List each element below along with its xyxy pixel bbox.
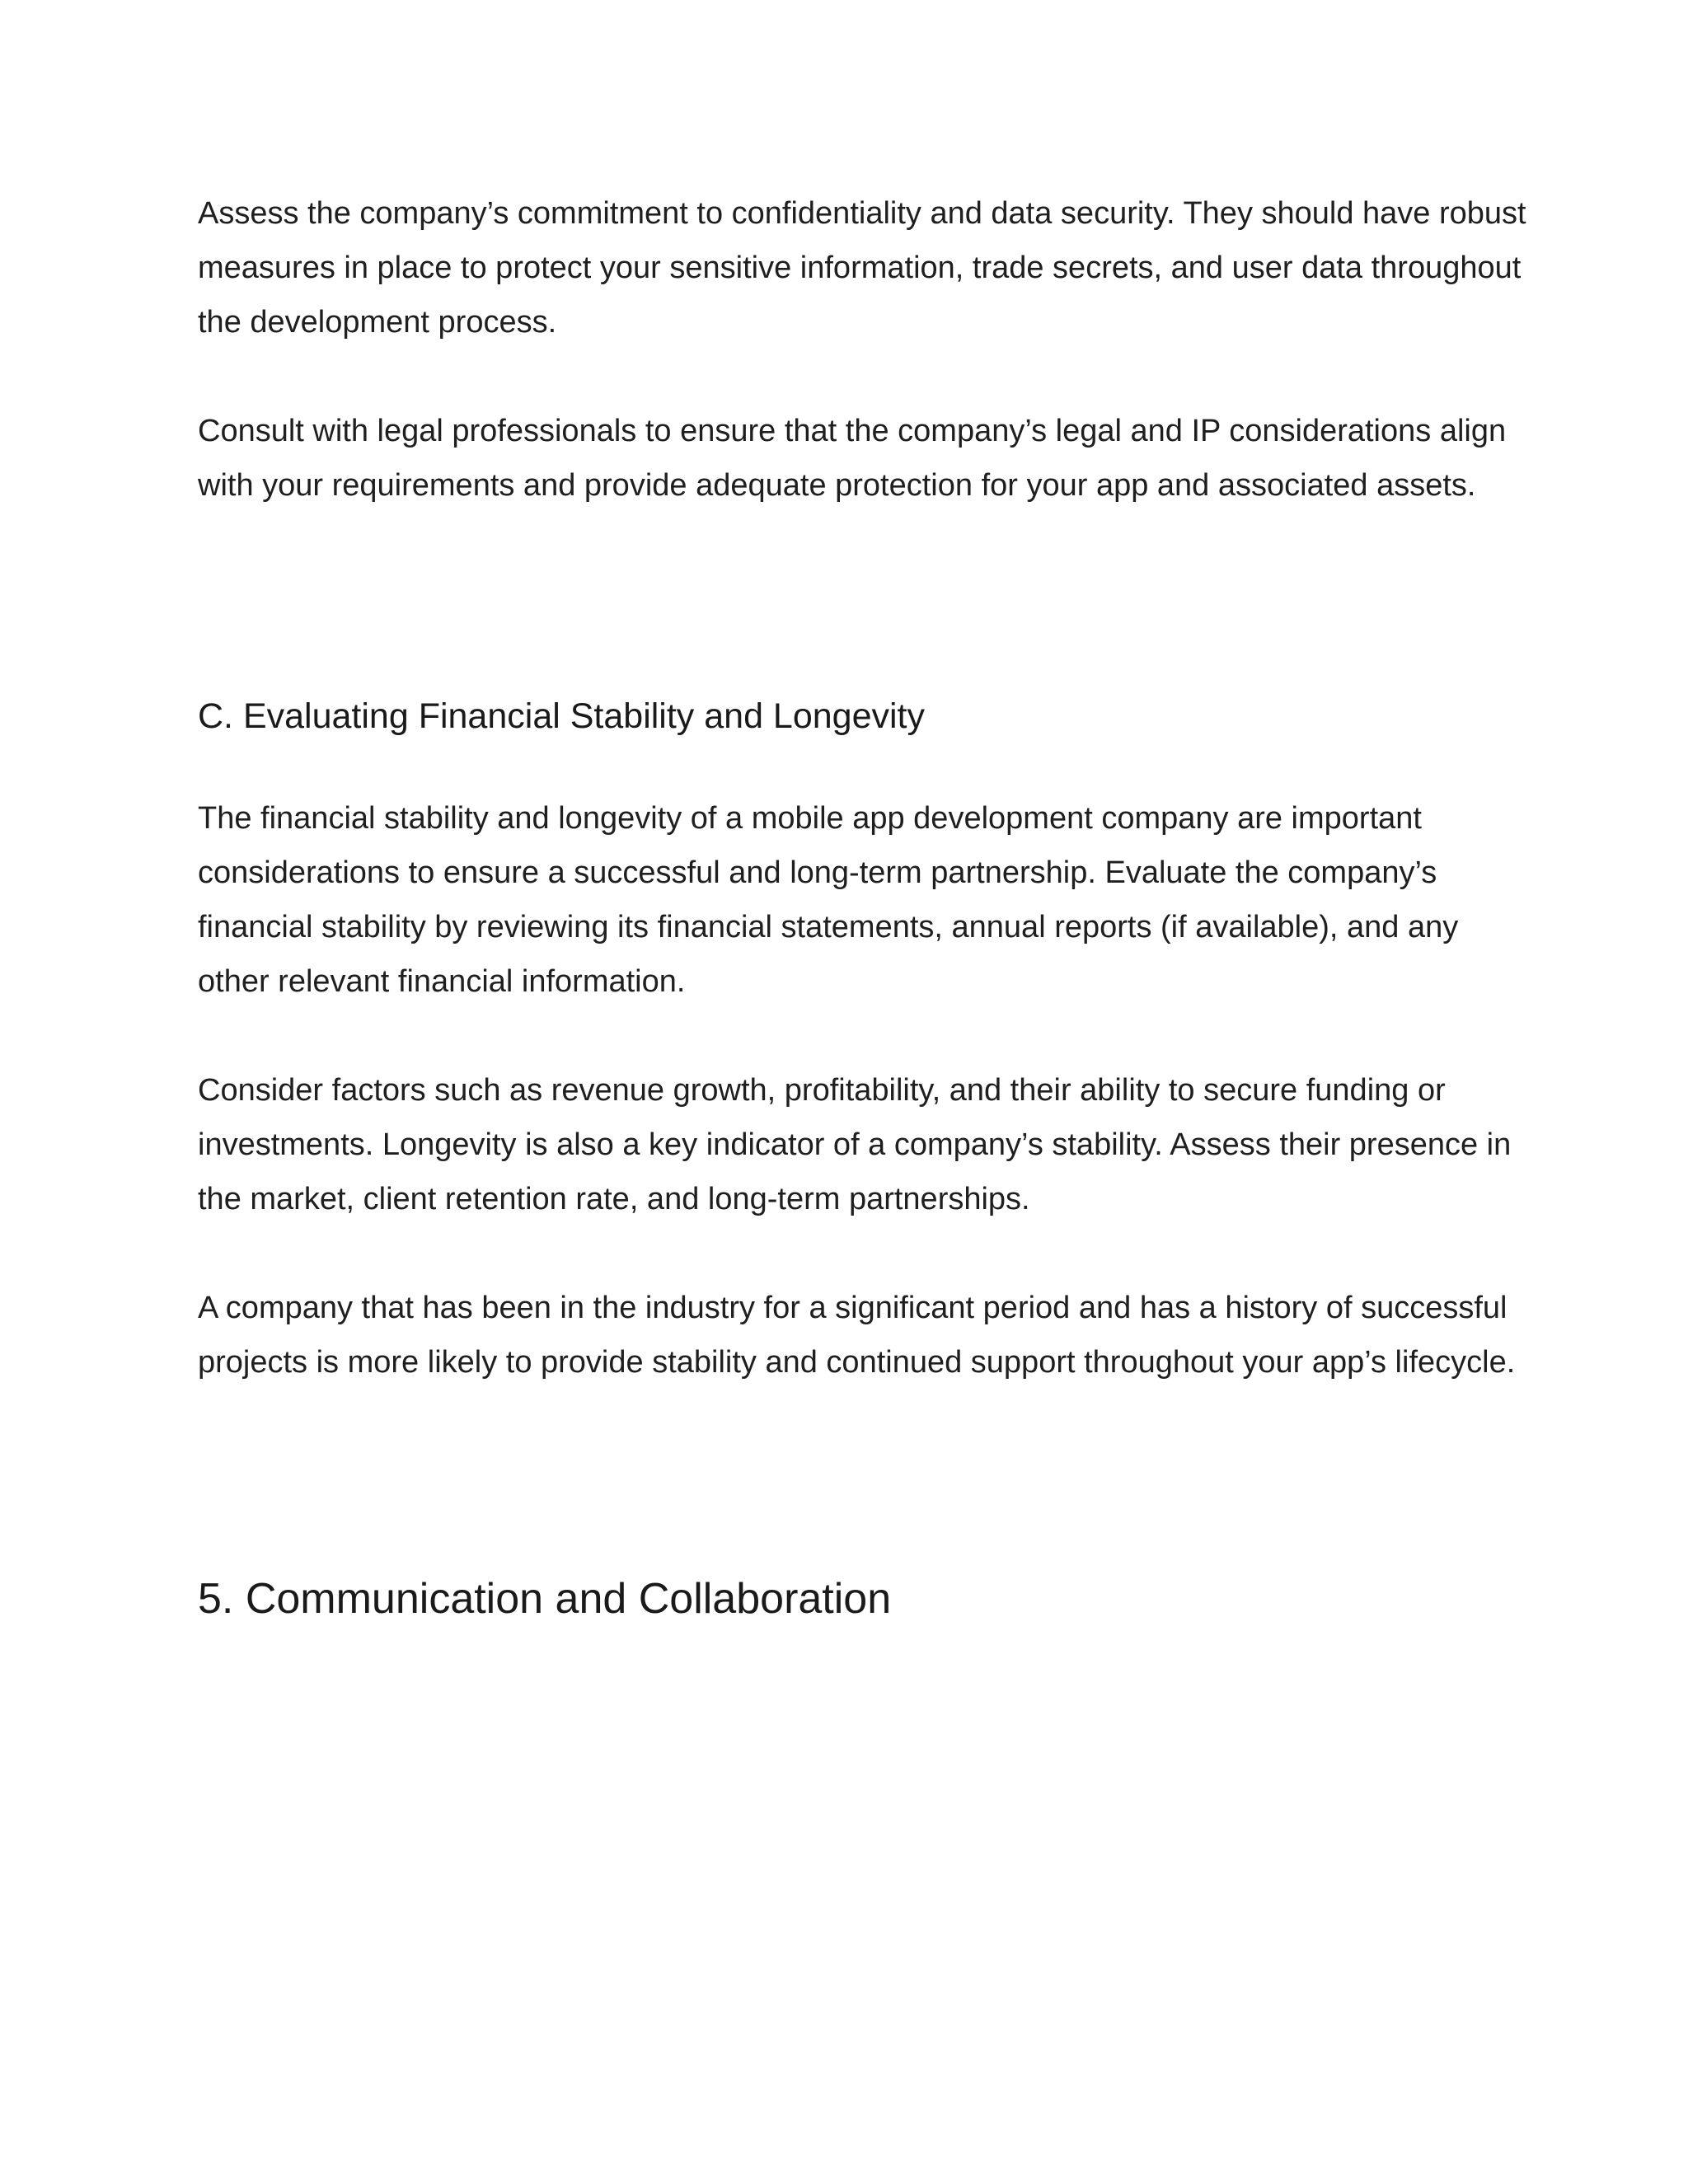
paragraph-text: A company that has been in the industry for a significant period and has a history of successful projects is more likely to provide stability and continued support throughout your app’s lifecycle. [198, 1291, 1516, 1380]
section-c-heading: C. Evaluating Financial Stability and Longevity [198, 696, 926, 736]
paragraph-legal [198, 404, 1533, 513]
paragraph-financial-stability [198, 791, 1533, 1009]
paragraph-industry-history [198, 1281, 1533, 1390]
section-5-heading: 5. Communication and Collaboration [198, 1575, 892, 1623]
paragraph-text: Consult with legal professionals to ensure that the company’s legal and IP considerations align with your requirements and provide adequate protection for your app and associated assets. [198, 414, 1507, 503]
section-5-heading-block [198, 1572, 1533, 1625]
paragraph-confidentiality [198, 186, 1533, 349]
paragraph-text: Assess the company’s commitment to confidentiality and data security. They should have robust measures in place to protect your sensitive information, trade secrets, and user data throughout the development process. [198, 196, 1526, 340]
paragraph-text: The financial stability and longevity of a mobile app development company are important considerations to ensure a successful and long-term partnership. Evaluate the company’s financial stability by reviewing its financial statements, annual reports (if available), and any other relevant financial information. [198, 801, 1459, 999]
paragraph-revenue-factors [198, 1063, 1533, 1226]
paragraph-text: Consider factors such as revenue growth, profitability, and their ability to secure funding or investments. Longevity is also a key indicator of a company’s stability. Assess their presence in the market, client retention rate, and long-term partnerships. [198, 1073, 1512, 1216]
section-c-heading-block [198, 693, 1533, 739]
